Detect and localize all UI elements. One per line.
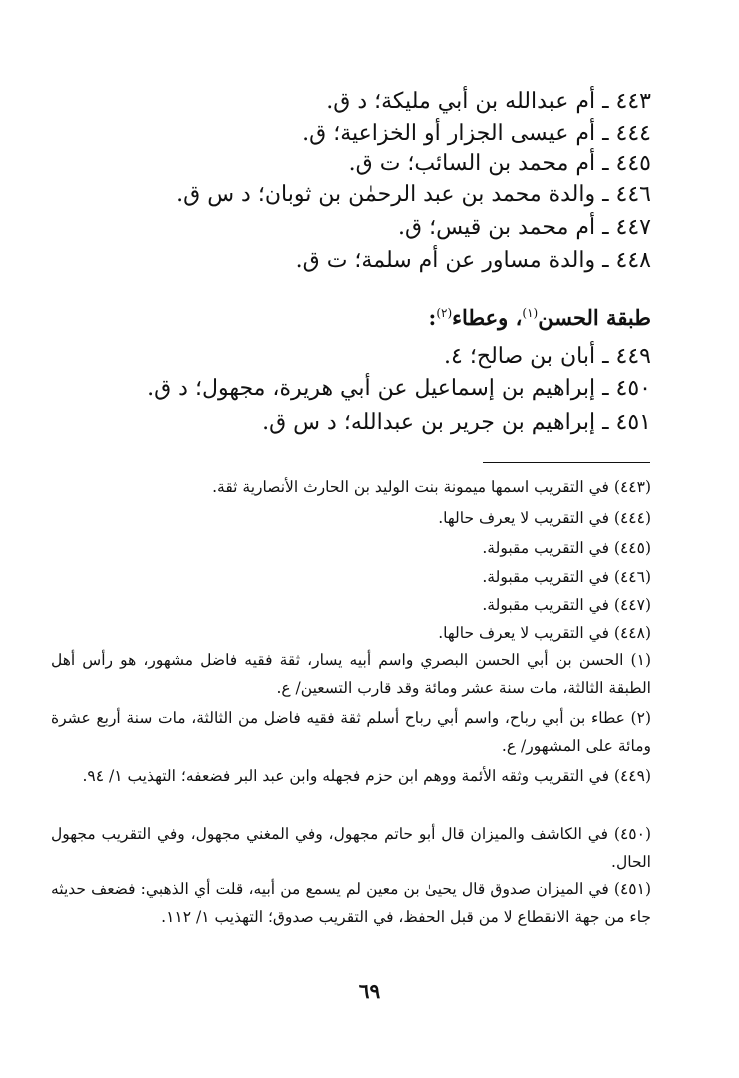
section-heading [429, 298, 651, 333]
footnote-445: (٤٤٥) في التقريب مقبولة. [482, 539, 651, 557]
footnote-447: (٤٤٧) في التقريب مقبولة. [482, 596, 651, 614]
footnote-1: (١) الحسن بن أبي الحسن البصري واسم أبيه يسار، ثقة فقيه فاضل مشهور، هو رأس أهل الطبقة الثالثة، مات سنة عشر ومائة وقد قارب التسعين/ ع. [51, 651, 651, 697]
heading-text-1: طبقة الحسن [538, 305, 651, 330]
entry-444: ٤٤٤ ـ أم عيسى الجزار أو الخزاعية؛ ق. [302, 121, 651, 146]
entry-448: ٤٤٨ ـ والدة مساور عن أم سلمة؛ ت ق. [295, 248, 651, 273]
footnote-separator [483, 462, 650, 463]
footnote-448: (٤٤٨) في التقريب لا يعرف حالها. [438, 624, 651, 642]
page-number: ٦٩ [358, 979, 381, 1003]
entry-449: ٤٤٩ ـ أبان بن صالح؛ ٤. [444, 344, 651, 369]
entry-447: ٤٤٧ ـ أم محمد بن قيس؛ ق. [398, 215, 651, 240]
entry-443: ٤٤٣ ـ أم عبدالله بن أبي مليكة؛ د ق. [326, 89, 651, 114]
footnote-2: (٢) عطاء بن أبي رباح، واسم أبي رباح أسلم ثقة فقيه فاضل من الثالثة، مات سنة أربع عشرة ومائة على المشهور/ ع. [51, 709, 651, 755]
footnote-450: (٤٥٠) في الكاشف والميزان قال أبو حاتم مجهول، وفي المغني مجهول، وفي التقريب مجهول الحال. [51, 825, 651, 871]
footnote-444: (٤٤٤) في التقريب لا يعرف حالها. [438, 509, 651, 527]
footnote-446: (٤٤٦) في التقريب مقبولة. [482, 568, 651, 586]
footnote-443: (٤٤٣) في التقريب اسمها ميمونة بنت الوليد بن الحارث الأنصارية ثقة. [212, 478, 651, 496]
heading-colon: : [428, 305, 437, 330]
entry-451: ٤٥١ ـ إبراهيم بن جرير بن عبدالله؛ د س ق. [262, 410, 651, 435]
entry-445: ٤٤٥ ـ أم محمد بن السائب؛ ت ق. [348, 151, 651, 176]
entry-450: ٤٥٠ ـ إبراهيم بن إسماعيل عن أبي هريرة، مجهول؛ د ق. [147, 376, 651, 401]
footnote-ref-2: (٢) [436, 306, 453, 320]
entry-446: ٤٤٦ ـ والدة محمد بن عبد الرحمٰن بن ثوبان؛ د س ق. [176, 182, 651, 207]
footnote-451: (٤٥١) في الميزان صدوق قال يحيىٰ بن معين لم يسمع من أبيه، قلت أي الذهبي: فضعف حديثه جاء من جهة الانقطاع لا من قبل الحفظ، في التقريب صدوق؛ التهذيب ١/ ١١٢. [51, 880, 651, 926]
footnote-449: (٤٤٩) في التقريب وثقه الأئمة ووهم ابن حزم فجهله وابن عبد البر فضعفه؛ التهذيب ١/ ٩٤. [82, 767, 651, 785]
heading-text-2: ، وعطاء [452, 305, 523, 330]
footnote-ref-1: (١) [522, 306, 539, 320]
